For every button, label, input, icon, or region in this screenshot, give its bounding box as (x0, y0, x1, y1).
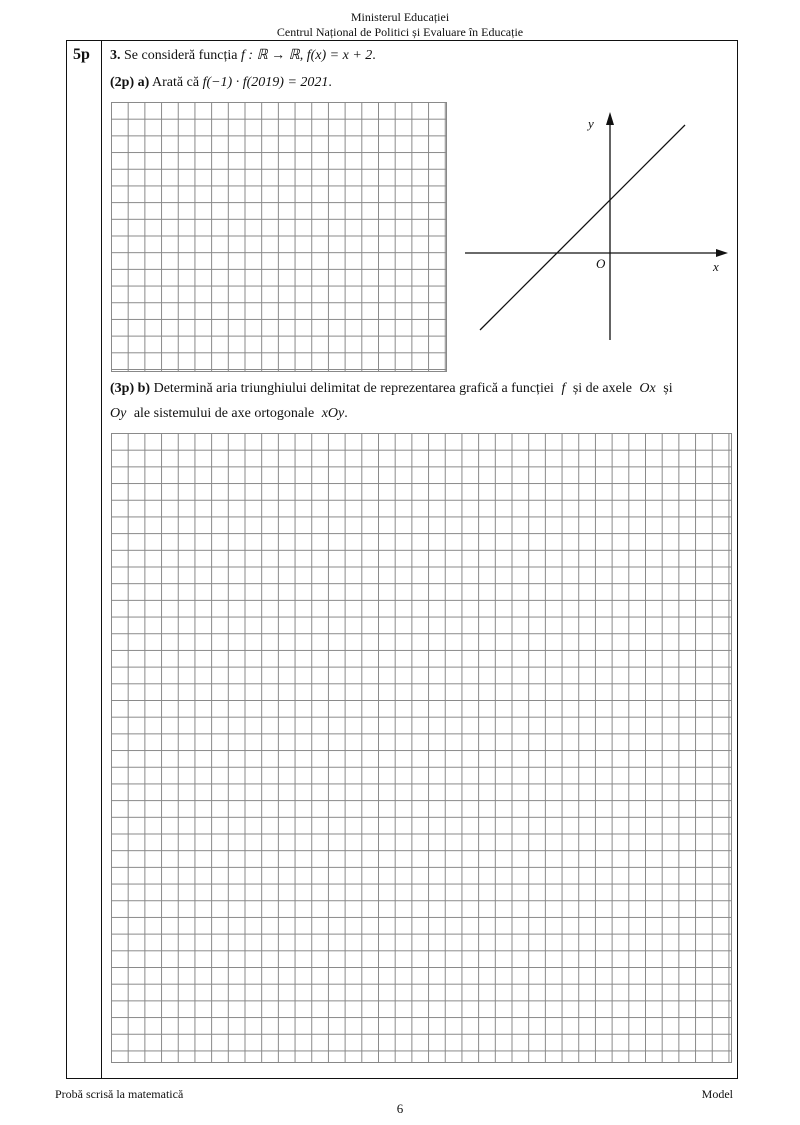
header-ministry: Ministerul Educației (350, 10, 450, 24)
part-a-points: (2p) (110, 75, 135, 90)
part-b-ox: Ox (639, 381, 656, 396)
part-b-si: și (663, 381, 673, 396)
problem-points: 5p (73, 46, 90, 63)
footer-subject: Probă scrisă la matematică (55, 1087, 184, 1101)
function-line (480, 125, 685, 330)
x-axis-label: x (713, 259, 719, 274)
part-a-statement: (2p) a) Arată că f(−1) · f(2019) = 2021. (110, 75, 332, 90)
page-number: 6 (396, 1101, 404, 1116)
header-center: Centrul Național de Politici și Evaluare în Educație (276, 25, 524, 39)
part-b-xoy: xOy (321, 406, 345, 421)
answer-grid-b[interactable] (111, 433, 732, 1063)
points-column-divider (101, 40, 102, 1079)
part-b-f: f (561, 381, 566, 396)
y-axis-label: y (588, 116, 594, 131)
problem-number: 3. (110, 48, 121, 63)
problem-statement: 3. Se consideră funcția f : ℝ → ℝ, f(x) = x + 2. (110, 48, 376, 63)
part-b-statement-line1 (110, 381, 673, 397)
answer-grid-a[interactable] (111, 102, 447, 372)
origin-label: O (596, 256, 606, 271)
part-a-label: a) (137, 75, 150, 90)
part-b-oy: Oy (110, 406, 127, 421)
function-definition: f : ℝ → ℝ, f(x) = x + 2 (241, 48, 373, 63)
part-b-points: (3p) (110, 381, 135, 396)
y-axis-arrow-icon (606, 112, 614, 125)
part-b-text2: și de axele (572, 381, 632, 396)
part-b-statement-line2 (110, 406, 348, 422)
x-axis-arrow-icon (716, 249, 728, 257)
part-a-expression: f(−1) · f(2019) = 2021 (202, 75, 329, 90)
statement-text: Se consideră funcția (124, 48, 238, 63)
part-b-text3: ale sistemului de axe ortogonale (133, 406, 315, 421)
part-a-text: Arată că (152, 75, 200, 90)
part-b-text1: Determină aria triunghiului delimitat de reprezentarea grafică a funcției (153, 381, 554, 396)
part-b-label: b) (137, 381, 151, 396)
part-b-dot: . (344, 406, 348, 421)
footer-model: Model (701, 1087, 733, 1101)
function-graph (460, 108, 740, 348)
